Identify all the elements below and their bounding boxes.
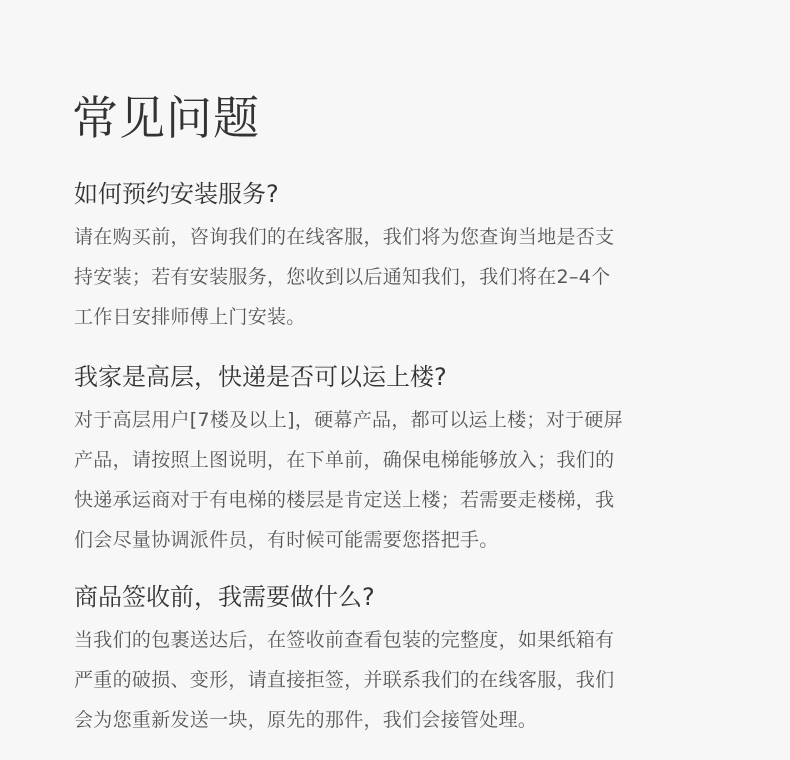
faq-answer-line: 快递承运商对于有电梯的楼层是肯定送上楼；若需要走楼梯，我 — [74, 489, 615, 511]
faq-answer-line: 会为您重新发送一块，原先的那件，我们会接管处理。 — [74, 709, 538, 731]
faq-answer-line: 当我们的包裹送达后，在签收前查看包装的完整度，如果纸箱有 — [74, 629, 615, 651]
faq-answer — [74, 400, 734, 560]
faq-answer-line: 请在购买前，咨询我们的在线客服，我们将为您查询当地是否支 — [74, 226, 615, 248]
page-title: 常见问题 — [72, 91, 260, 145]
faq-question: 我家是高层，快递是否可以运上楼? — [74, 363, 447, 391]
faq-item-high-floor-delivery — [74, 360, 734, 560]
faq-answer-line: 严重的破损、变形，请直接拒签，并联系我们的在线客服，我们 — [74, 669, 615, 691]
faq-item-before-signing — [74, 580, 734, 740]
faq-answer-line: 们会尽量协调派件员，有时候可能需要您搭把手。 — [74, 529, 499, 551]
faq-item-installation — [74, 177, 734, 337]
faq-answer-line: 对于高层用户[7楼及以上]，硬幕产品，都可以运上楼；对于硬屏 — [74, 409, 623, 431]
faq-answer — [74, 620, 734, 740]
faq-answer — [74, 217, 734, 337]
faq-question: 如何预约安装服务? — [74, 180, 279, 208]
faq-question: 商品签收前，我需要做什么? — [74, 583, 375, 611]
faq-answer-line: 持安装；若有安装服务，您收到以后通知我们，我们将在2–4个 — [74, 266, 611, 288]
faq-answer-line: 工作日安排师傅上门安装。 — [74, 306, 306, 328]
faq-answer-line: 产品，请按照上图说明，在下单前，确保电梯能够放入；我们的 — [74, 449, 615, 471]
